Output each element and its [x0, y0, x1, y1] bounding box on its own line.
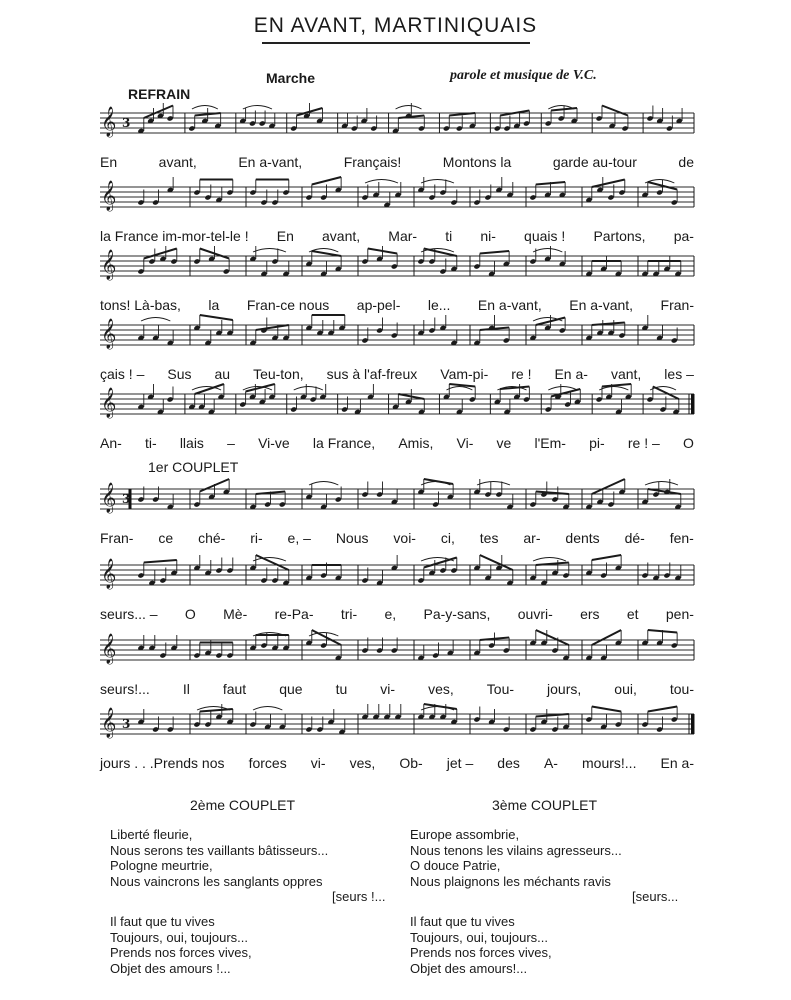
lyric-syllable: faut [222, 681, 247, 697]
verse-line: Objet des amours !... [110, 960, 231, 976]
lyric-syllable: En [100, 154, 118, 170]
lyrics-line [100, 606, 694, 622]
verse-line: Nous plaignons les méchants ravis [410, 873, 611, 889]
lyric-syllable: garde au-tour [552, 154, 637, 170]
lyric-syllable: seurs!... [100, 681, 150, 697]
couplet2-stanza [110, 827, 385, 976]
staff-system [100, 628, 694, 680]
treble-clef-icon: 𝄞 [101, 250, 117, 280]
lyric-syllable: Sus [167, 366, 192, 382]
lyric-syllable: Fran-ce nous [246, 297, 330, 313]
verse-line: [seurs... [632, 889, 679, 905]
lyric-syllable: tri- [340, 606, 358, 622]
verse-line: Objet des amours!... [410, 960, 528, 976]
lyrics-line [100, 366, 694, 382]
lyric-syllable: ci, [440, 530, 455, 546]
lyric-syllable: pen- [665, 606, 694, 622]
couplet1-label: 1er COUPLET [148, 459, 239, 475]
lyric-syllable: Tou- [486, 681, 515, 697]
lyric-syllable: En a-vant, [477, 297, 542, 313]
lyric-syllable: Français! [343, 154, 402, 170]
lyric-syllable: çais ! – [100, 366, 145, 382]
lyric-syllable: Montons la [442, 154, 512, 170]
lyric-syllable: ouvri- [517, 606, 553, 622]
lyric-syllable: la France, [312, 435, 376, 451]
lyric-syllable: vant, [610, 366, 642, 382]
song-title: EN AVANT, MARTINIQUAIS [253, 14, 538, 37]
lyric-syllable: En a-vant, [569, 297, 634, 313]
couplet3-stanza [410, 827, 678, 976]
lyric-syllable: Fran- [100, 530, 134, 546]
lyric-syllable: forces [248, 755, 287, 771]
lyric-syllable: – [227, 435, 235, 451]
lyric-syllable: tu [335, 681, 348, 697]
title-underline [262, 42, 530, 44]
lyric-syllable: Partons, [593, 228, 646, 244]
lyric-syllable: ves, [428, 681, 454, 697]
lyric-syllable: des [497, 755, 520, 771]
treble-clef-icon: 𝄞 [101, 388, 117, 418]
lyric-syllable: le... [427, 297, 451, 313]
lyric-syllable: En a- [554, 366, 588, 382]
lyric-syllable: fen- [669, 530, 694, 546]
lyric-syllable: vi- [310, 755, 326, 771]
lyrics-line [100, 154, 694, 170]
lyric-syllable: que [279, 681, 303, 697]
lyrics-line [100, 755, 694, 771]
lyric-syllable: l'Em- [534, 435, 566, 451]
lyric-syllable: ti [445, 228, 453, 244]
lyric-syllable: Mar- [388, 228, 418, 244]
lyric-syllable: Pa-y-sans, [423, 606, 491, 622]
lyric-syllable: oui, [614, 681, 637, 697]
staff-system [100, 553, 694, 605]
staff-system [100, 244, 694, 296]
lyric-syllable: Mè- [223, 606, 248, 622]
author-credit: parole et musique de V.C. [450, 68, 597, 83]
lyric-syllable: e, [384, 606, 397, 622]
treble-clef-icon: 𝄞 [101, 634, 117, 664]
lyric-syllable: pi- [589, 435, 605, 451]
lyric-syllable: avant, [158, 154, 197, 170]
lyric-syllable: Vi- [456, 435, 474, 451]
lyric-syllable: ves, [349, 755, 376, 771]
couplet2-title: 2ème COUPLET [190, 797, 296, 813]
lyric-syllable: ve [496, 435, 512, 451]
lyric-syllable: sus à l'af-freux [326, 366, 418, 382]
lyric-syllable: tons! Là-bas, [100, 297, 181, 313]
lyric-syllable: avant, [322, 228, 361, 244]
lyric-syllable: seurs... – [100, 606, 158, 622]
verse-line: Il faut que tu vives [410, 913, 515, 929]
lyric-syllable: ers [580, 606, 600, 622]
lyric-syllable: vi- [380, 681, 396, 697]
lyric-syllable: ar- [523, 530, 541, 546]
lyric-syllable: jours . . .Prends nos [100, 755, 225, 771]
lyric-syllable: quais ! [524, 228, 566, 244]
treble-clef-icon: 𝄞 [101, 559, 117, 589]
lyric-syllable: ap-pel- [356, 297, 401, 313]
treble-clef-icon: 𝄞 [101, 708, 117, 738]
lyric-syllable: ché- [198, 530, 226, 546]
treble-clef-icon: 𝄞 [101, 483, 117, 513]
lyric-syllable: tes [479, 530, 499, 546]
lyric-syllable: re-Pa- [274, 606, 314, 622]
verse-line: Il faut que tu vives [110, 913, 215, 929]
lyrics-line [100, 435, 694, 451]
lyric-syllable: tou- [669, 681, 694, 697]
lyric-syllable: mours!... [582, 755, 637, 771]
time-signature: 3 [122, 492, 131, 506]
verse-line: Nous serons tes vaillants bâtisseurs... [110, 842, 329, 858]
couplet3-title: 3ème COUPLET [492, 797, 598, 813]
verse-line: Prends nos forces vives, [110, 945, 252, 961]
lyric-syllable: A- [543, 755, 558, 771]
lyric-syllable: voi- [393, 530, 416, 546]
treble-clef-icon: 𝄞 [101, 107, 117, 137]
lyric-syllable: Ob- [399, 755, 423, 771]
lyric-syllable: et [626, 606, 639, 622]
lyric-syllable: ri- [250, 530, 263, 546]
lyrics-line [100, 228, 694, 244]
lyric-syllable: O [682, 435, 694, 451]
staff-system [100, 702, 694, 754]
lyric-syllable: En a- [660, 755, 694, 771]
staff-system [100, 175, 694, 227]
staff-system [100, 382, 694, 434]
lyric-syllable: les – [664, 366, 694, 382]
verse-line: Toujours, oui, toujours... [410, 929, 549, 945]
lyric-syllable: dé- [624, 530, 645, 546]
lyrics-line [100, 297, 694, 313]
verse-line: Nous vaincrons les sanglants oppres [110, 873, 323, 889]
lyric-syllable: au [214, 366, 231, 382]
verse-line: [seurs !... [332, 889, 386, 905]
lyric-syllable: pa- [673, 228, 694, 244]
tempo-marking: Marche [266, 70, 316, 86]
verse-line: Pologne meurtrie, [110, 858, 213, 874]
lyric-syllable: la [208, 297, 220, 313]
lyric-syllable: Il [182, 681, 190, 697]
lyric-syllable: Vam-pi- [440, 366, 489, 382]
lyric-syllable: ti- [144, 435, 157, 451]
lyric-syllable: Teu-ton, [253, 366, 304, 382]
staff-system [100, 101, 694, 153]
verse-line: Liberté fleurie, [110, 827, 193, 842]
verse-line: Toujours, oui, toujours... [110, 929, 249, 945]
verse-line: O douce Patrie, [410, 858, 501, 874]
lyric-syllable: En [276, 228, 294, 244]
lyric-syllable: Amis, [398, 435, 434, 451]
refrain-label: REFRAIN [128, 86, 191, 102]
lyric-syllable: dents [565, 530, 600, 546]
staff-system [100, 313, 694, 365]
lyrics-line [100, 681, 694, 697]
lyric-syllable: Nous [335, 530, 369, 546]
lyric-syllable: ni- [480, 228, 496, 244]
lyric-syllable: Fran- [660, 297, 694, 313]
lyric-syllable: O [184, 606, 196, 622]
stanza-gap [110, 905, 385, 914]
lyrics-line [100, 530, 694, 546]
time-signature: 3 [122, 116, 131, 130]
lyric-syllable: jours, [547, 681, 582, 697]
verse-line: Europe assombrie, [410, 827, 520, 842]
time-signature: 3 [122, 717, 131, 731]
treble-clef-icon: 𝄞 [101, 181, 117, 211]
lyric-syllable: En a-vant, [238, 154, 303, 170]
lyric-syllable: llais [179, 435, 204, 451]
lyric-syllable: re ! – [627, 435, 660, 451]
lyric-syllable: Vi-ve [258, 435, 290, 451]
lyric-syllable: An- [100, 435, 122, 451]
staff-system [100, 477, 694, 529]
stanza-gap [410, 905, 678, 914]
verse-line: Prends nos forces vives, [410, 945, 552, 961]
verse-line: Nous tenons les vilains agresseurs... [410, 842, 622, 858]
lyric-syllable: re ! [511, 366, 532, 382]
treble-clef-icon: 𝄞 [101, 319, 117, 349]
lyric-syllable: jet – [446, 755, 474, 771]
lyric-syllable: de [678, 154, 694, 170]
lyric-syllable: e, – [287, 530, 311, 546]
lyric-syllable: la France im-mor-tel-le ! [100, 228, 249, 244]
lyric-syllable: ce [158, 530, 174, 546]
